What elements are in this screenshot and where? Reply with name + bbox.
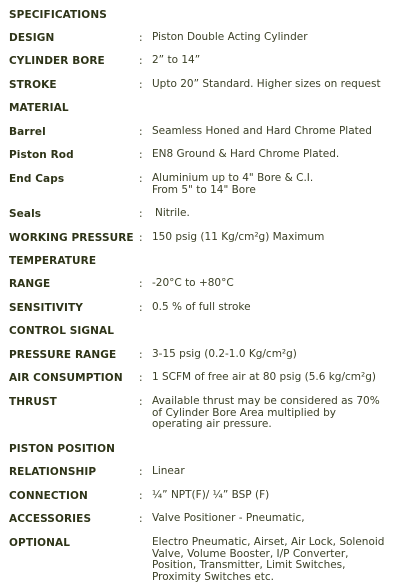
sensitivity-value: 0.5 % of full stroke (152, 301, 251, 313)
pressure-range-label: PRESSURE RANGE (9, 349, 117, 361)
specifications-heading: SPECIFICATIONS (9, 9, 107, 21)
piston-position-heading: PISTON POSITION (9, 443, 116, 455)
separator: : (139, 349, 143, 361)
air-consumption-value: 1 SCFM of free air at 80 psig (5.6 kg/cm²g) (152, 371, 376, 383)
piston-rod-value: EN8 Ground & Hard Chrome Plated. (152, 148, 340, 160)
accessories-value: Valve Positioner - Pneumatic, (152, 512, 305, 524)
sensitivity-label: SENSITIVITY (9, 302, 83, 314)
connection-label: CONNECTION (9, 490, 88, 502)
cylinder-bore-label: CYLINDER BORE (9, 55, 105, 67)
stroke-value: Upto 20” Standard. Higher sizes on request (152, 78, 381, 90)
range-label: RANGE (9, 278, 51, 290)
separator: : (139, 232, 143, 244)
design-label: DESIGN (9, 32, 55, 44)
separator: : (139, 208, 143, 220)
separator: : (139, 466, 143, 478)
separator: : (139, 513, 143, 525)
barrel-value: Seamless Honed and Hard Chrome Plated (152, 125, 372, 137)
separator: : (139, 372, 143, 384)
piston-rod-label: Piston Rod (9, 149, 74, 161)
cylinder-bore-value: 2” to 14” (152, 54, 201, 66)
pressure-range-value: 3-15 psig (0.2-1.0 Kg/cm²g) (152, 348, 297, 360)
seals-label: Seals (9, 208, 42, 220)
relationship-label: RELATIONSHIP (9, 466, 97, 478)
optional-value: Electro Pneumatic, Airset, Air Lock, Solenoid Valve, Volume Booster, I/P Converter, Position, Transmitter, Limit Switches, Proximity Switches etc. (152, 536, 385, 583)
separator: : (139, 149, 143, 161)
stroke-label: STROKE (9, 79, 57, 91)
range-value: -20°C to +80°C (152, 277, 234, 289)
separator: : (139, 32, 143, 44)
control-signal-heading: CONTROL SIGNAL (9, 325, 115, 337)
separator: : (139, 126, 143, 138)
end-caps-label: End Caps (9, 173, 65, 185)
separator: : (139, 302, 143, 314)
separator: : (139, 396, 143, 408)
barrel-label: Barrel (9, 126, 46, 138)
working-pressure-value: 150 psig (11 Kg/cm²g) Maximum (152, 231, 325, 243)
thrust-label: THRUST (9, 396, 57, 408)
optional-label: OPTIONAL (9, 537, 71, 549)
temperature-heading: TEMPERATURE (9, 255, 97, 267)
working-pressure-label: WORKING PRESSURE (9, 232, 134, 244)
connection-value: ¼” NPT(F)/ ¼” BSP (F) (152, 489, 270, 501)
separator: : (139, 55, 143, 67)
relationship-value: Linear (152, 465, 185, 477)
air-consumption-label: AIR CONSUMPTION (9, 372, 123, 384)
design-value: Piston Double Acting Cylinder (152, 31, 308, 43)
material-heading: MATERIAL (9, 102, 69, 114)
separator: : (139, 173, 143, 185)
separator: : (139, 79, 143, 91)
separator: : (139, 490, 143, 502)
thrust-value: Available thrust may be considered as 70% of Cylinder Bore Area multiplied by operating air pressure. (152, 395, 380, 431)
seals-value: Nitrile. (155, 207, 190, 219)
accessories-label: ACCESSORIES (9, 513, 92, 525)
end-caps-value: Aluminium up to 4" Bore & C.I. From 5" to 14" Bore (152, 172, 314, 196)
separator: : (139, 278, 143, 290)
